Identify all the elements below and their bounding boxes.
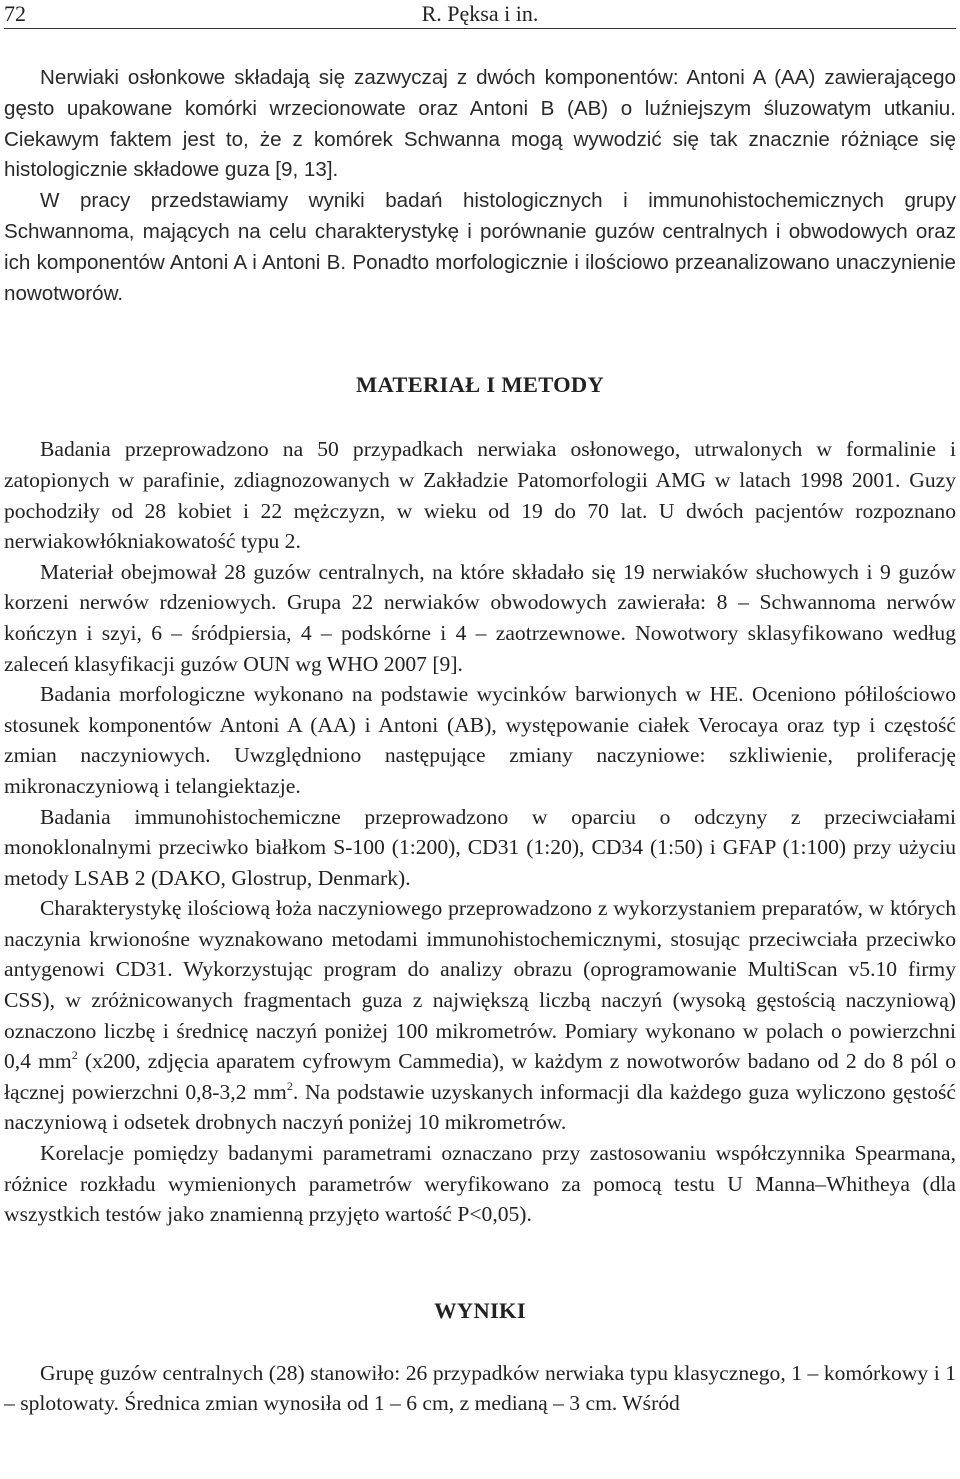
methods-paragraph: Badania immunohistochemiczne przeprowadzono w oparciu o odczyny z przeciwciałami monoklonalnymi przeciwko białkom S-100 (1:200), CD31 (1:20), CD34 (1:50) i GFAP (1:100) przy użyciu metody LSAB 2 (DAKO, Glostrup, Denmark). [4, 804, 956, 890]
superscript: 2 [286, 1078, 293, 1093]
methods-paragraph: Korelacje pomiędzy badanymi parametrami oznaczano przy zastosowaniu współczynnika Spearmana, różnice rozkładu wymienionych parametrów weryfikowano za pomocą testu U Manna–Whitheya (dla wszystkich testów jako znamienną przyjęto wartość P<0,05). [4, 1141, 956, 1227]
text-run: . Na podstawie uzyskanych informacji dla każdego guza wyliczono gęstość naczyniową i odsetek drobnych naczyń poniżej 10 mikrometrów. [4, 1079, 957, 1135]
methods-paragraph-vessel-analysis [4, 893, 956, 1138]
methods-paragraph: Badania przeprowadzono na 50 przypadkach nerwiaka osłonowego, utrwalonych w formalinie i zatopionych w parafinie, zdiagnozowanych w Zakładzie Patomorfologii AMG w latach 1998 2001. Guzy pochodziły od 28 kobiet i 22 mężczyzn, w wieku od 19 do 70 lat. U dwóch pacjentów rozpoznano nerwiakowłókniakowatość typu 2. [4, 437, 956, 554]
running-head [4, 0, 956, 29]
methods-section [4, 434, 956, 1229]
page-number: 72 [4, 1, 26, 26]
intro-paragraph: Nerwiaki osłonkowe składają się zazwyczaj z dwóch komponentów: Antoni A (AA) zawierającego gęsto upakowane komórki wrzecionowate oraz Antoni B (AB) o luźniejszym śluzowatym utkaniu. Ciekawym faktem jest to, że z komórek Schwanna mogą wywodzić się tak znacznie różniące się histologicznie składowe guza [9, 13]. [4, 66, 956, 182]
methods-paragraph: Materiał obejmował 28 guzów centralnych, na które składało się 19 nerwiaków słuchowych i 9 guzów korzeni nerwów rdzeniowych. Grupa 22 nerwiaków obwodowych zawierała: 8 – Schwannoma nerwów kończyn i szyi, 6 – śródpiersia, 4 – podskórne i 4 – zaotrzewnowe. Nowotwory sklasyfikowano według zaleceń klasyfikacji guzów OUN wg WHO 2007 [9]. [4, 559, 956, 676]
results-heading: WYNIKI [434, 1297, 526, 1323]
text-run: (x200, zdjęcia aparatem cyfrowym Cammedia), w każdym z nowotworów badano od 2 do 8 pól o łącznej powierzchni 0,8-3,2 mm [4, 1049, 956, 1104]
methods-paragraph: Badania morfologiczne wykonano na podstawie wycinków barwionych w HE. Oceniono półilościowo stosunek komponentów Antoni A (AA) i Antoni (AB), występowanie ciałek Verocaya oraz typ i częstość zmian naczyniowych. Uwzględniono następujące zmiany naczyniowe: szkliwienie, proliferację mikronaczyniową i telangiektazje. [4, 682, 956, 798]
running-title: R. Pęksa i in. [421, 1, 539, 26]
intro-section [4, 63, 956, 309]
page [4, 0, 956, 1419]
results-section [4, 1358, 956, 1419]
superscript: 2 [71, 1048, 78, 1063]
intro-paragraph: W pracy przedstawiamy wyniki badań histologicznych i immunohistochemicznych grupy Schwannoma, mających na celu charakterystykę i porównanie guzów centralnych i obwodowych oraz ich komponentów Antoni A i Antoni B. Ponadto morfologicznie i ilościowo przeanalizowano unaczynienie nowotworów. [4, 189, 956, 305]
results-paragraph: Grupę guzów centralnych (28) stanowiło: 26 przypadków nerwiaka typu klasycznego, 1 – komórkowy i 1 – splotowaty. Średnica zmian wynosiła od 1 – 6 cm, z medianą – 3 cm. Wśród [4, 1360, 956, 1416]
methods-heading: MATERIAŁ I METODY [355, 372, 605, 398]
text-run: Charakterystykę ilościową łoża naczyniowego przeprowadzono z wykorzystaniem preparatów, w których naczynia krwionośne wyznakowano metodami immunohistochemicznymi, stosując przeciwciała przeciwko antygenowi CD31. Wykorzystując program do analizy obrazu (oprogramowanie MultiScan v5.10 firmy CSS), w zróżnicowanych fragmentach guza z największą liczbą naczyń (wysoką gęstością naczyniową) oznaczono liczbę i średnicę naczyń poniżej 100 mikrometrów. Pomiary wykonano w polach o powierzchni 0,4 mm [4, 896, 956, 1074]
